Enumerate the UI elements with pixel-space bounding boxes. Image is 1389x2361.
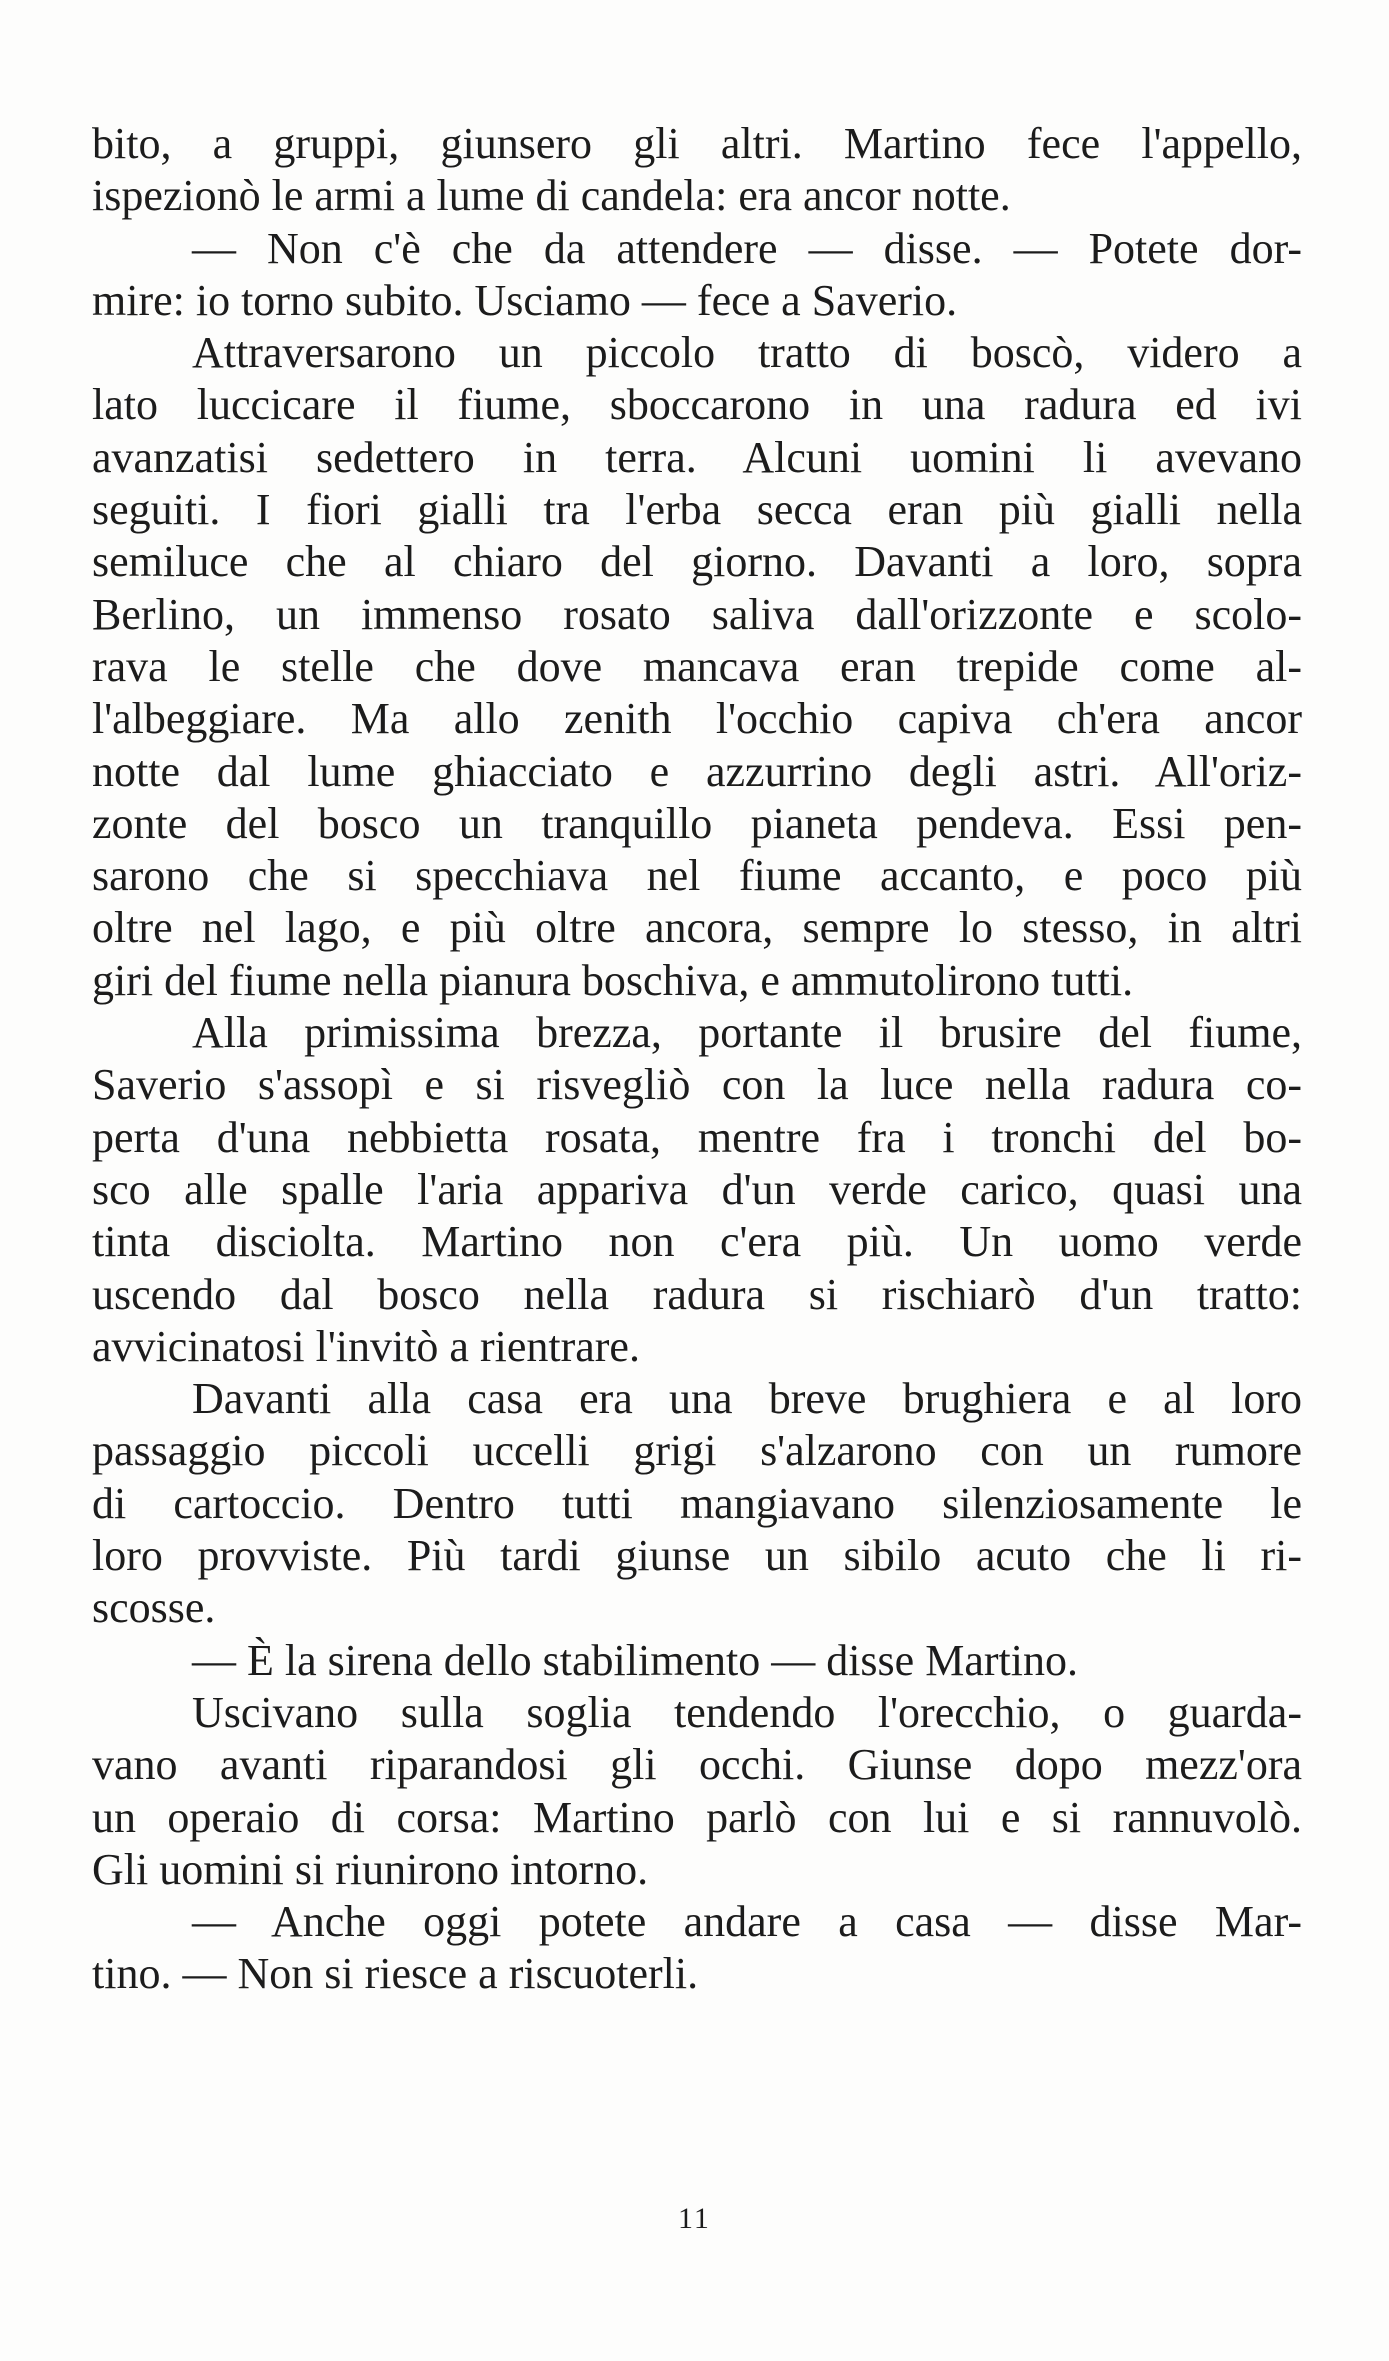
paragraph <box>92 1373 1302 1634</box>
text-line: l'albeggiare. Ma allo zenith l'occhio capiva ch'era ancor <box>92 694 1302 744</box>
text-line: zonte del bosco un tranquillo pianeta pendeva. Essi pen- <box>92 798 1302 848</box>
text-line: rava le stelle che dove mancava eran trepide come al- <box>92 641 1302 691</box>
text-line: notte dal lume ghiacciato e azzurrino degli astri. All'oriz- <box>92 746 1302 796</box>
text-line: Alla primissima brezza, portante il brusire del fiume, <box>192 1008 1302 1058</box>
text-line: un operaio di corsa: Martino parlò con lui e si rannuvolò. <box>92 1792 1302 1842</box>
text-line: lato luccicare il fiume, sboccarono in una radura ed ivi <box>92 380 1302 430</box>
text-line: vano avanti riparandosi gli occhi. Giunse dopo mezz'ora <box>92 1740 1302 1790</box>
text-line: tinta disciolta. Martino non c'era più. Un uomo verde <box>92 1217 1302 1267</box>
text-line: Gli uomini si riunirono intorno. <box>92 1844 649 1894</box>
text-line: oltre nel lago, e più oltre ancora, sempre lo stesso, in altri <box>92 903 1302 953</box>
paragraph <box>92 118 1302 223</box>
text-line: avanzatisi sedettero in terra. Alcuni uomini li avevano <box>92 432 1302 482</box>
text-line: avvicinatosi l'invitò a rientrare. <box>92 1321 640 1371</box>
text-line: sarono che si specchiava nel fiume accanto, e poco più <box>92 851 1302 901</box>
text-line: uscendo dal bosco nella radura si rischiarò d'un tratto: <box>92 1269 1302 1319</box>
text-line: semiluce che al chiaro del giorno. Davanti a loro, sopra <box>92 537 1302 587</box>
text-line: Davanti alla casa era una breve brughiera e al loro <box>192 1374 1302 1424</box>
text-line: ispezionò le armi a lume di candela: era ancor notte. <box>92 171 1011 221</box>
text-line: Saverio s'assopì e si risvegliò con la luce nella radura co- <box>92 1060 1302 1110</box>
text-line: — Anche oggi potete andare a casa — disse Mar- <box>192 1897 1302 1947</box>
text-line: loro provviste. Più tardi giunse un sibilo acuto che li ri- <box>92 1531 1302 1581</box>
paragraph <box>92 327 1302 1007</box>
text-line: di cartoccio. Dentro tutti mangiavano silenziosamente le <box>92 1478 1302 1528</box>
text-line: giri del fiume nella pianura boschiva, e ammutolirono tutti. <box>92 955 1134 1005</box>
page-body-text <box>92 118 1302 2001</box>
paragraph <box>92 1635 1302 1687</box>
text-line: sco alle spalle l'aria appariva d'un verde carico, quasi una <box>92 1164 1302 1214</box>
text-line: — Non c'è che da attendere — disse. — Potete dor- <box>192 223 1302 273</box>
text-line: bito, a gruppi, giunsero gli altri. Martino fece l'appello, <box>92 119 1302 168</box>
paragraph <box>92 223 1302 328</box>
text-line: mire: io torno subito. Usciamo — fece a Saverio. <box>92 275 958 325</box>
paragraph <box>92 1687 1302 1896</box>
paragraph <box>92 1007 1302 1373</box>
paragraph <box>92 1896 1302 2001</box>
text-line: Berlino, un immenso rosato saliva dall'orizzonte e scolo- <box>92 589 1302 639</box>
text-line: Uscivano sulla soglia tendendo l'orecchio, o guarda- <box>192 1687 1302 1737</box>
page-number: 11 <box>678 2202 711 2235</box>
text-line: Attraversarono un piccolo tratto di boscò, videro a <box>192 328 1302 378</box>
text-line: scosse. <box>92 1583 216 1633</box>
text-line: perta d'una nebbietta rosata, mentre fra i tronchi del bo- <box>92 1112 1302 1162</box>
text-line: passaggio piccoli uccelli grigi s'alzarono con un rumore <box>92 1426 1302 1476</box>
text-line: — È la sirena dello stabilimento — disse Martino. <box>192 1635 1078 1685</box>
text-line: tino. — Non si riesce a riscuoterli. <box>92 1949 699 1999</box>
text-line: seguiti. I fiori gialli tra l'erba secca eran più gialli nella <box>92 485 1302 535</box>
